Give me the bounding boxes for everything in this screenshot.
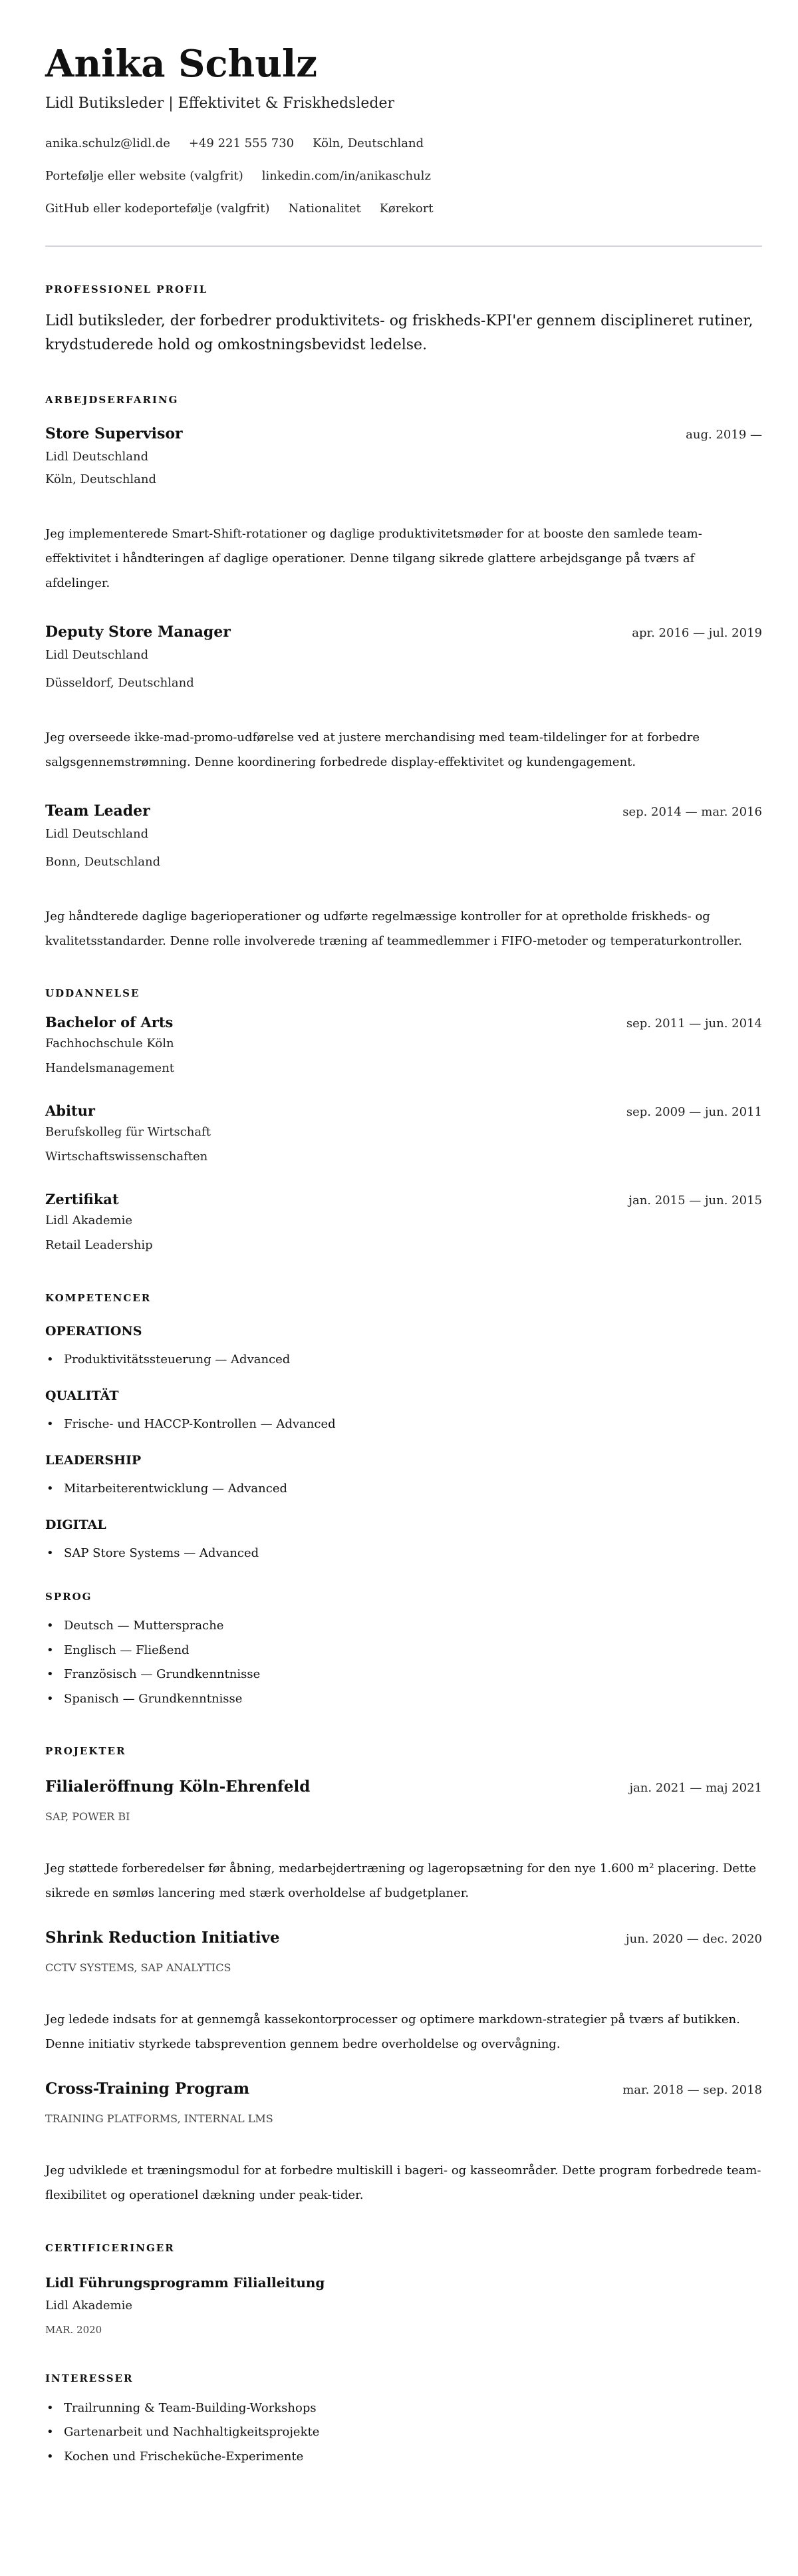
job-location: Düsseldorf, Deutschland (45, 676, 194, 690)
section-heading-skills: KOMPETENCER (45, 1292, 152, 1304)
project-date: jan. 2021 — maj 2021 (629, 1780, 762, 1795)
degree: Zertifikat (45, 1191, 119, 1208)
section-heading-profile: PROFESSIONEL PROFIL (45, 283, 208, 295)
skill-list (45, 1480, 762, 1498)
project-description: Jeg ledede indsats for at gennemgå kassekontorprocesser og optimere markdown-strategier på tværs af butikken. Denne initiativ styrkede tabsprevention gennem bedre overholdelse og overvågning. (45, 2012, 740, 2051)
skill-item: • Frische- und HACCP-Kontrollen — Advanced (45, 1415, 762, 1434)
language-item: • Englisch — Fließend (45, 1641, 762, 1660)
section-heading-education: UDDANNELSE (45, 987, 140, 999)
field-of-study: Handelsmanagement (45, 1061, 175, 1075)
field-of-study: Retail Leadership (45, 1238, 153, 1252)
job-description: Jeg håndterede daglige bagerioperationer og udførte regelmæssige kontroller for at opretholde friskheds- og kvalitetsstandarder. Denne rolle involverede træning af teammedlemmer i FIFO-metoder og temperaturkontroller. (45, 909, 743, 948)
language-item: • Französisch — Grundkenntnisse (45, 1665, 762, 1684)
education-date: sep. 2011 — jun. 2014 (626, 1017, 762, 1031)
degree: Abitur (45, 1102, 95, 1119)
experience-item (45, 801, 762, 953)
project-tech: TRAINING PLATFORMS, INTERNAL LMS (45, 2112, 273, 2125)
school: Lidl Akademie (45, 1213, 133, 1227)
job-location: Köln, Deutschland (45, 472, 157, 486)
skill-group-title: DIGITAL (45, 1518, 106, 1532)
location: Köln, Deutschland (313, 136, 424, 150)
skill-group-title: LEADERSHIP (45, 1453, 142, 1468)
job-title: Deputy Store Manager (45, 623, 231, 641)
degree: Bachelor of Arts (45, 1014, 174, 1031)
project-description: Jeg støttede forberedelser før åbning, medarbejdertræning og lageropsætning for den nye 1.600 m² placering. Dette sikrede en sømløs lancering med stærk overholdelse af budgetplaner. (45, 1861, 757, 1900)
job-title: Team Leader (45, 802, 150, 820)
interest-item: • Trailrunning & Team-Building-Workshops (45, 2399, 762, 2418)
field-of-study: Wirtschaftswissenschaften (45, 1150, 208, 1164)
experience-item (45, 622, 762, 774)
nationality: Nationalitet (288, 202, 361, 216)
project-tech: CCTV SYSTEMS, SAP ANALYTICS (45, 1961, 231, 1974)
certification-date: MAR. 2020 (45, 2323, 102, 2336)
certification-item (45, 2273, 762, 2337)
company: Lidl Deutschland (45, 827, 149, 841)
github-link[interactable]: GitHub eller kodeportefølje (valgfrit) (45, 202, 270, 216)
skill-group-title: OPERATIONS (45, 1324, 142, 1339)
school: Berufskolleg für Wirtschaft (45, 1125, 211, 1139)
project-date: jun. 2020 — dec. 2020 (626, 1931, 762, 1946)
skill-group-title: QUALITÄT (45, 1388, 119, 1403)
drivers-license: Kørekort (379, 202, 434, 216)
job-date: aug. 2019 — (686, 428, 762, 442)
job-title: Store Supervisor (45, 425, 183, 442)
headline: Lidl Butiksleder | Effektivitet & Friskhedsleder (45, 95, 394, 112)
profile-summary: Lidl butiksleder, der forbedrer produktivitets- og friskheds-KPI'er gennem disciplineret rutiner, krydstuderede hold og omkostningsbevidst ledelse. (45, 313, 753, 353)
job-date: sep. 2014 — mar. 2016 (622, 805, 762, 819)
email-link[interactable]: anika.schulz@lidl.de (45, 136, 170, 150)
education-item (45, 1190, 762, 1255)
linkedin-link[interactable]: linkedin.com/in/anikaschulz (261, 169, 431, 183)
experience-item (45, 424, 762, 595)
education-date: sep. 2009 — jun. 2011 (626, 1105, 762, 1119)
skill-list (45, 1351, 762, 1369)
section-heading-experience: ARBEJDSERFARING (45, 394, 179, 406)
job-location: Bonn, Deutschland (45, 855, 161, 869)
project-title: Filialeröffnung Köln-Ehrenfeld (45, 1777, 311, 1796)
company: Lidl Deutschland (45, 450, 149, 464)
job-description: Jeg implementerede Smart-Shift-rotationer og daglige produktivitetsmøder for at booste den samlede team-effektivitet i håndteringen af daglige operationer. Denne tilgang sikrede glattere arbejdsgange på tværs af afdelinger. (45, 527, 702, 590)
section-heading-interests: INTERESSER (45, 2372, 134, 2384)
language-item: • Spanisch — Grundkenntnisse (45, 1690, 762, 1708)
candidate-name: Anika Schulz (45, 42, 318, 86)
education-item (45, 1101, 762, 1166)
section-heading-certifications: CERTIFICERINGER (45, 2241, 175, 2254)
contact-line (45, 200, 762, 218)
portfolio-link[interactable]: Portefølje eller website (valgfrit) (45, 169, 243, 183)
education-item (45, 1013, 762, 1078)
interest-list (45, 2399, 762, 2466)
project-item (45, 1776, 762, 1905)
job-date: apr. 2016 — jul. 2019 (632, 626, 762, 640)
project-description: Jeg udviklede et træningsmodul for at forbedre multiskill i bageri- og kasseområder. Dette program forbedrede team-flexibilitet og operationel dækning under peak-tider. (45, 2163, 761, 2202)
certification-title: Lidl Führungsprogramm Filialleitung (45, 2274, 325, 2291)
project-title: Shrink Reduction Initiative (45, 1928, 280, 1947)
project-title: Cross-Training Program (45, 2079, 250, 2098)
school: Fachhochschule Köln (45, 1037, 174, 1050)
interest-item: • Gartenarbeit und Nachhaltigkeitsprojekte (45, 2423, 762, 2442)
skill-item: • Produktivitätssteuerung — Advanced (45, 1351, 762, 1369)
contact-line (45, 134, 762, 153)
skill-item: • SAP Store Systems — Advanced (45, 1544, 762, 1563)
project-item (45, 1927, 762, 2056)
job-description: Jeg overseede ikke-mad-promo-udførelse ved at justere merchandising med team-tildelinger for at forbedre salgsgennemstrømning. Denne koordinering forbedrede display-effektivitet og kundengagement. (45, 730, 700, 769)
certification-issuer: Lidl Akademie (45, 2298, 133, 2313)
language-list (45, 1617, 762, 1708)
section-heading-languages: SPROG (45, 1591, 92, 1603)
project-tech: SAP, POWER BI (45, 1810, 130, 1823)
company: Lidl Deutschland (45, 648, 149, 662)
section-heading-projects: PROJEKTER (45, 1744, 126, 1757)
language-item: • Deutsch — Muttersprache (45, 1617, 762, 1635)
project-date: mar. 2018 — sep. 2018 (622, 2082, 762, 2097)
education-date: jan. 2015 — jun. 2015 (628, 1194, 762, 1208)
skill-list (45, 1415, 762, 1434)
skill-list (45, 1544, 762, 1563)
divider (45, 245, 762, 247)
phone: +49 221 555 730 (188, 136, 295, 150)
interest-item: • Kochen und Frischeküche-Experimente (45, 2448, 762, 2466)
project-item (45, 2078, 762, 2207)
contact-line (45, 167, 762, 186)
skill-item: • Mitarbeiterentwicklung — Advanced (45, 1480, 762, 1498)
